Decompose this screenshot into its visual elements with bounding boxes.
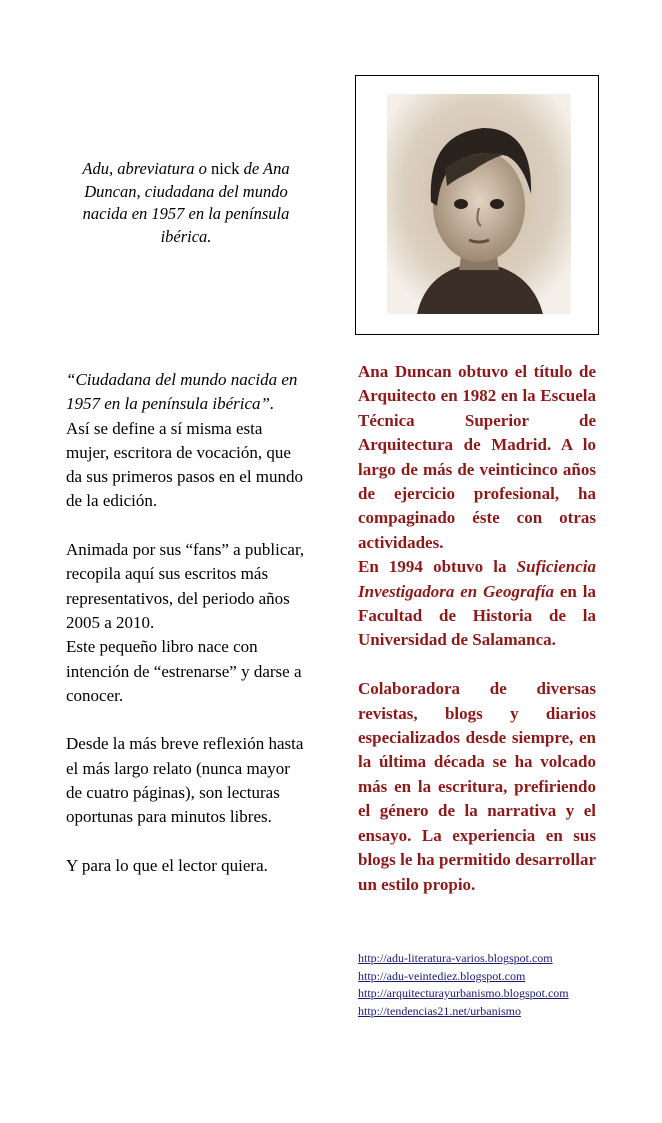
blog-links: [358, 950, 569, 1020]
bio-paragraph-2: [358, 555, 596, 653]
right-column-bio: [358, 360, 596, 897]
bio-p2-italic: Suficiencia Investigadora en Geografía: [358, 557, 596, 601]
blog-link-veintediez[interactable]: http://adu-veintediez.blogspot.com: [358, 968, 526, 983]
blog-link-tendencias[interactable]: http://tendencias21.net/urbanismo: [358, 1003, 521, 1018]
bio-paragraph-1: Ana Duncan obtuvo el título de Arquitecto en 1982 en la Escuela Técnica Superior de Arquitectura de Madrid. A lo largo de más de veinticinco años de ejercicio profesional, ha compaginado éste con otras actividades.: [358, 362, 596, 552]
left-column-text: [66, 368, 306, 903]
paragraph-gap: [358, 653, 596, 677]
author-photo-frame: [355, 75, 599, 335]
caption-text-2: de Ana Duncan, ciudadana del mundo nacida en 1957 en la península ibérica.: [82, 159, 290, 246]
caption-text-1: Adu, abreviatura o: [82, 159, 212, 178]
intro-quote: “Ciudadana del mundo nacida en 1957 en la península ibérica”.: [66, 370, 298, 414]
blog-link-arquitectura[interactable]: http://arquitecturayurbanismo.blogspot.com: [358, 986, 569, 1001]
left-paragraph-2b: Este pequeño libro nace con intención de “estrenarse” y darse a conocer.: [66, 637, 302, 705]
bio-p2-post: en la Facultad de Historia de la Universidad de Salamanca.: [358, 581, 596, 650]
left-paragraph-4: Y para lo que el lector quiera.: [66, 855, 268, 875]
left-paragraph-3: Desde la más breve reflexión hasta el más largo relato (nunca mayor de cuatro páginas), son lecturas oportunas para minutos libres.: [66, 734, 304, 827]
left-paragraph-1: Así se define a sí misma esta mujer, escritora de vocación, que da sus primeros pasos en el mundo de la edición.: [66, 418, 304, 511]
left-paragraph-2a: Animada por sus “fans” a publicar, recopila aquí sus escritos más representativos, del periodo años 2005 a 2010.: [66, 540, 305, 632]
blog-link-literatura[interactable]: http://adu-literatura-varios.blogspot.com: [358, 951, 553, 965]
bio-p2-pre: En 1994 obtuvo la: [358, 557, 517, 577]
bio-paragraph-3: Colaboradora de diversas revistas, blogs y diarios especializados desde siempre, en la última década se ha volcado más en la escritura, prefiriendo el género de la narrativa y el ensayo. La experiencia en sus blogs le ha permitido desarrollar un estilo propio.: [358, 679, 596, 894]
caption-nick: nick: [211, 159, 240, 178]
child-portrait-photo: [387, 94, 571, 314]
author-caption: [66, 158, 306, 248]
